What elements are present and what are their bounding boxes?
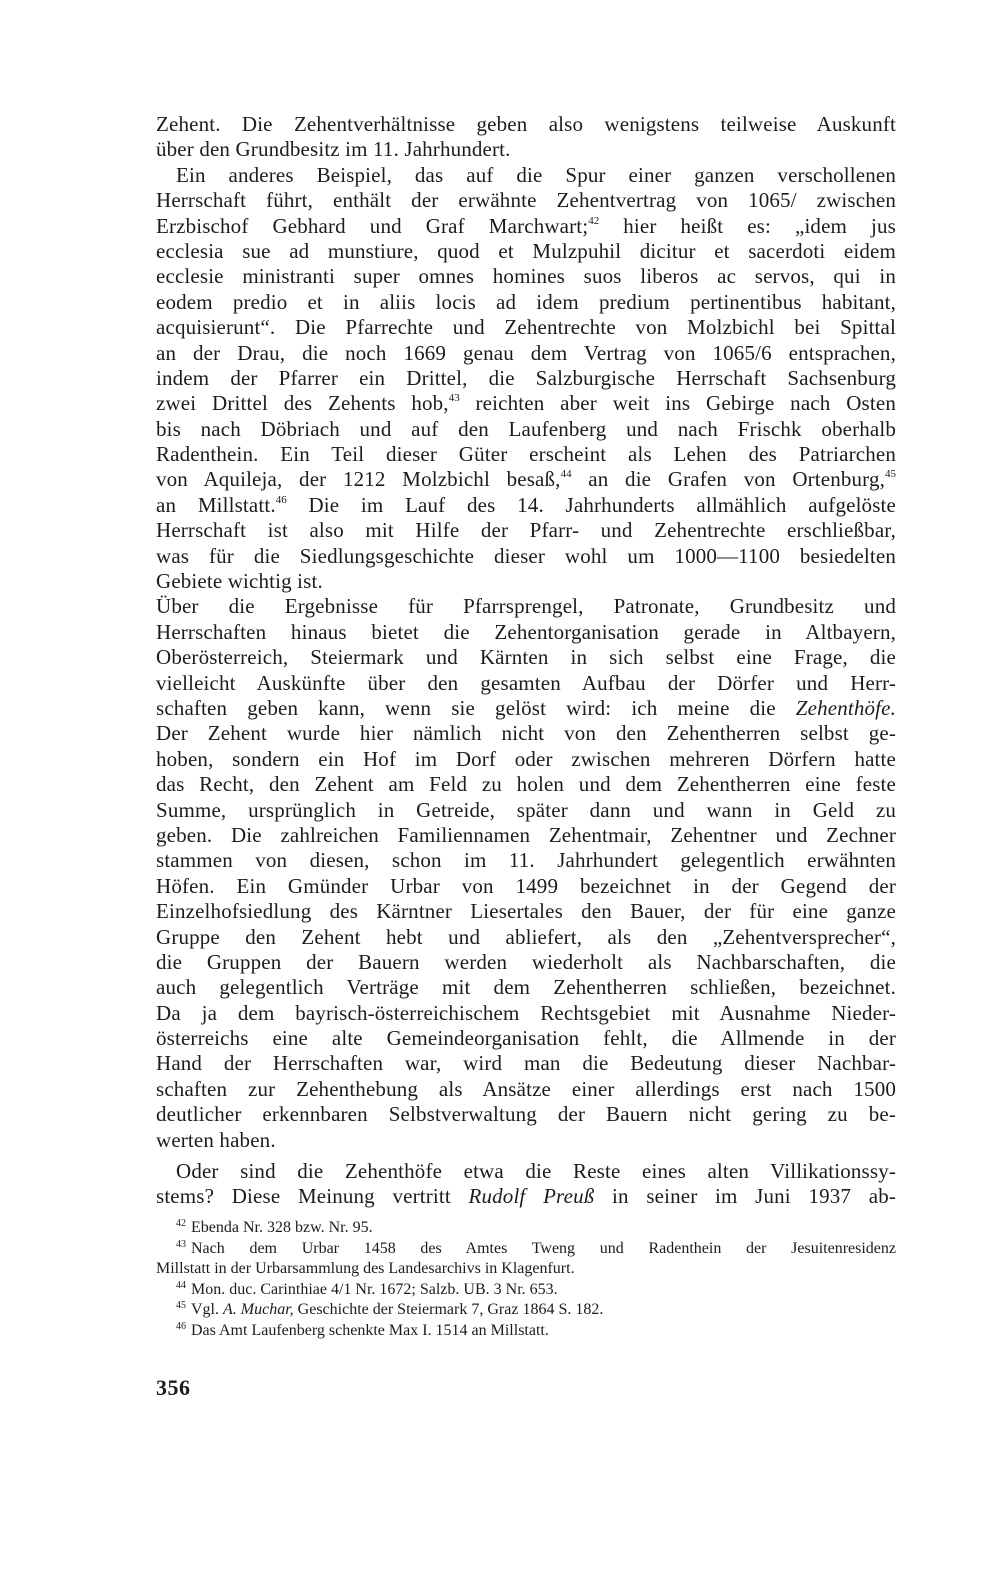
text-segment: zwei Drittel des Zehents hob, (156, 391, 449, 416)
text-segment: indem der Pfarrer ein Drittel, die Salzburgische Herrschaft Sachsenburg (156, 365, 896, 390)
text-segment: Höfen. Ein Gmünder Urbar von 1499 bezeichnet in der Gegend der (156, 873, 896, 898)
text-line (156, 442, 896, 467)
text-segment: Hand der Herrschaften war, wird man die Bedeutung dieser Nachbar- (156, 1051, 896, 1076)
text-segment: stems? Diese Meinung vertritt (156, 1184, 469, 1209)
footnote-reference: 43 (448, 392, 460, 405)
text-segment: deutlicher erkennbaren Selbstverwaltung der Bauern nicht gering zu be- (156, 1102, 896, 1127)
text-segment: acquisierunt“. Die Pfarrechte und Zehentrechte von Molzbichl bei Spittal (156, 315, 896, 340)
text-segment: eodem predio et in aliis locis ad idem predium pertinentibus habitant, (156, 289, 896, 314)
text-line (156, 1051, 896, 1076)
text-segment: österreichs eine alte Gemeindeorganisation fehlt, die Allmende in der (156, 1026, 896, 1051)
text-segment: über den Grundbesitz im 11. Jahrhundert. (156, 137, 511, 162)
footnote-reference: 42 (588, 214, 600, 227)
footnote (156, 1300, 896, 1321)
text-line (156, 772, 896, 797)
footnote-number: 46 (176, 1320, 186, 1332)
text-line (156, 645, 896, 670)
text-line (156, 696, 896, 721)
text-segment: Herrschaften hinaus bietet die Zehentorganisation gerade in Altbayern, (156, 619, 896, 644)
text-line (156, 569, 896, 594)
text-segment: vielleicht Auskünfte über den gesamten Aufbau der Dörfer und Herr- (156, 670, 896, 695)
page-number: 356 (156, 1375, 191, 1400)
text-segment: an Millstatt. (156, 492, 276, 517)
text-segment: Über die Ergebnisse für Pfarrsprengel, Patronate, Grundbesitz und (156, 594, 896, 619)
footnote-number: 44 (176, 1279, 186, 1291)
text-line (156, 214, 896, 239)
text-line (156, 1026, 896, 1051)
text-segment: hier heißt es: „idem jus (599, 213, 896, 238)
footnote (156, 1218, 896, 1239)
text-segment: geben. Die zahlreichen Familiennamen Zehentmair, Zehentner und Zechner (156, 822, 896, 847)
text-segment: Die im Lauf des 14. Jahrhunderts allmählich aufgelöste (286, 492, 896, 517)
text-line (156, 417, 896, 442)
text-line (156, 341, 896, 366)
text-segment: Gruppe den Zehent hebt und abliefert, als den „Zehentversprecher“, (156, 924, 896, 949)
text-line (156, 290, 896, 315)
text-line (156, 239, 896, 264)
text-segment: Erzbischof Gebhard und Graf Marchwart; (156, 213, 589, 238)
footnote-reference: 45 (885, 468, 896, 481)
text-segment: Zehent. Die Zehentverhältnisse geben also wenigstens teilweise Auskunft (156, 112, 896, 136)
footnote-continuation (156, 1259, 896, 1280)
text-line (156, 1128, 896, 1153)
text-segment: Gebiete wichtig ist. (156, 569, 323, 594)
text-line (156, 671, 896, 696)
text-line (156, 620, 896, 645)
text-line (156, 493, 896, 518)
text-segment: das Recht, den Zehent am Feld zu holen und dem Zehentherren eine feste (156, 772, 896, 797)
text-line (156, 975, 896, 1000)
text-segment: bis nach Döbriach und auf den Laufenberg und nach Frischk oberhalb (156, 416, 896, 441)
italic-text: Rudolf Preuß (468, 1184, 595, 1209)
main-text (156, 112, 896, 1210)
text-segment: Herrschaft führt, enthält der erwähnte Zehentvertrag von 1065/ zwischen (156, 188, 896, 213)
footnote (156, 1321, 896, 1342)
text-segment: Millstatt in der Urbarsammlung des Landesarchivs in Klagenfurt. (156, 1260, 575, 1277)
text-segment: Der Zehent wurde hier nämlich nicht von den Zehentherren selbst ge- (156, 721, 896, 746)
text-segment: werten haben. (156, 1127, 276, 1152)
text-line (156, 798, 896, 823)
text-line (156, 594, 896, 619)
text-line (156, 874, 896, 899)
text-segment: Mon. duc. Carinthiae 4/1 Nr. 1672; Salzb. UB. 3 Nr. 653. (191, 1280, 558, 1298)
text-line (156, 163, 896, 188)
footnote-number: 45 (176, 1300, 186, 1311)
text-segment: schaften zur Zehenthebung als Ansätze einer allerdings erst nach 1500 (156, 1076, 896, 1101)
text-line (156, 264, 896, 289)
footnote-number: 43 (176, 1238, 186, 1250)
footnotes (156, 1218, 896, 1341)
text-segment: in seiner im Juni 1937 ab- (594, 1184, 896, 1209)
text-line (156, 1001, 896, 1026)
text-segment: Ebenda Nr. 328 bzw. Nr. 95. (191, 1219, 373, 1236)
text-segment: Ein anderes Beispiel, das auf die Spur einer ganzen verschollenen (176, 162, 896, 187)
text-line (156, 747, 896, 772)
footnote-reference: 44 (560, 468, 572, 481)
text-line (156, 391, 896, 416)
text-segment: hoben, sondern ein Hof im Dorf oder zwischen mehreren Dörfern hatte (156, 746, 896, 771)
text-segment: Vgl. (191, 1301, 223, 1318)
text-line (156, 1102, 896, 1127)
text-line (156, 1184, 896, 1209)
footnote (156, 1239, 896, 1260)
text-line (156, 823, 896, 848)
text-line (156, 950, 896, 975)
text-segment: die Gruppen der Bauern werden wiederholt als Nachbarschaften, die (156, 949, 896, 974)
text-segment: Oder sind die Zehenthöfe etwa die Reste eines alten Villikationssy- (176, 1159, 896, 1184)
text-line (156, 721, 896, 746)
text-line (156, 137, 896, 162)
text-segment: auch gelegentlich Verträge mit dem Zehentherren schließen, bezeichnet. (156, 975, 896, 1000)
text-segment: was für die Siedlungsgeschichte dieser wohl um 1000—1100 besiedelten (156, 543, 896, 568)
text-line (156, 1077, 896, 1102)
text-segment: an die Grafen von Ortenburg, (571, 467, 885, 492)
text-segment: Das Amt Laufenberg schenkte Max I. 1514 an Millstatt. (191, 1321, 549, 1339)
text-segment: schaften geben kann, wenn sie gelöst wird: ich meine die (156, 695, 796, 720)
text-line (156, 848, 896, 873)
text-line (156, 925, 896, 950)
footnote-number: 42 (176, 1218, 186, 1229)
footnote-reference: 46 (275, 493, 287, 506)
text-line (156, 366, 896, 391)
text-segment: Geschichte der Steiermark 7, Graz 1864 S. 182. (293, 1301, 604, 1318)
text-segment: Oberösterreich, Steiermark und Kärnten in sich selbst eine Frage, die (156, 645, 896, 670)
text-segment: Summe, ursprünglich in Getreide, später dann und wann in Geld zu (156, 797, 896, 822)
text-segment: Nach dem Urbar 1458 des Amtes Tweng und Radenthein der Jesuitenresidenz (191, 1239, 896, 1257)
text-line (156, 899, 896, 924)
text-segment: Radenthein. Ein Teil dieser Güter erscheint als Lehen des Patriarchen (156, 442, 896, 467)
text-line (156, 544, 896, 569)
text-line (156, 112, 896, 137)
text-line (156, 1159, 896, 1184)
text-line (156, 467, 896, 492)
text-line (156, 518, 896, 543)
text-segment: Einzelhofsiedlung des Kärntner Liesertales den Bauer, der für eine ganze (156, 899, 896, 924)
text-segment: von Aquileja, der 1212 Molzbichl besaß, (156, 467, 561, 492)
text-segment: reichten aber weit ins Gebirge nach Osten (459, 391, 896, 416)
footnote (156, 1280, 896, 1301)
text-segment: an der Drau, die noch 1669 genau dem Vertrag von 1065/6 entsprachen, (156, 340, 896, 365)
text-segment: ecclesia sue ad munstiure, quod et Mulzpuhil dicitur et sacerdoti eidem (156, 238, 896, 263)
text-line (156, 188, 896, 213)
text-segment: Herrschaft ist also mit Hilfe der Pfarr- und Zehentrechte erschließbar, (156, 518, 896, 543)
text-line (156, 315, 896, 340)
italic-text: Zehenthöfe. (795, 695, 896, 720)
italic-text: A. Muchar, (223, 1301, 294, 1318)
text-segment: Da ja dem bayrisch-österreichischem Rechtsgebiet mit Ausnahme Nieder- (156, 1000, 896, 1025)
text-segment: stammen von diesen, schon im 11. Jahrhundert gelegentlich erwähnten (156, 848, 896, 873)
text-segment: ecclesie ministranti super omnes homines suos liberos ac servos, qui in (156, 264, 896, 289)
